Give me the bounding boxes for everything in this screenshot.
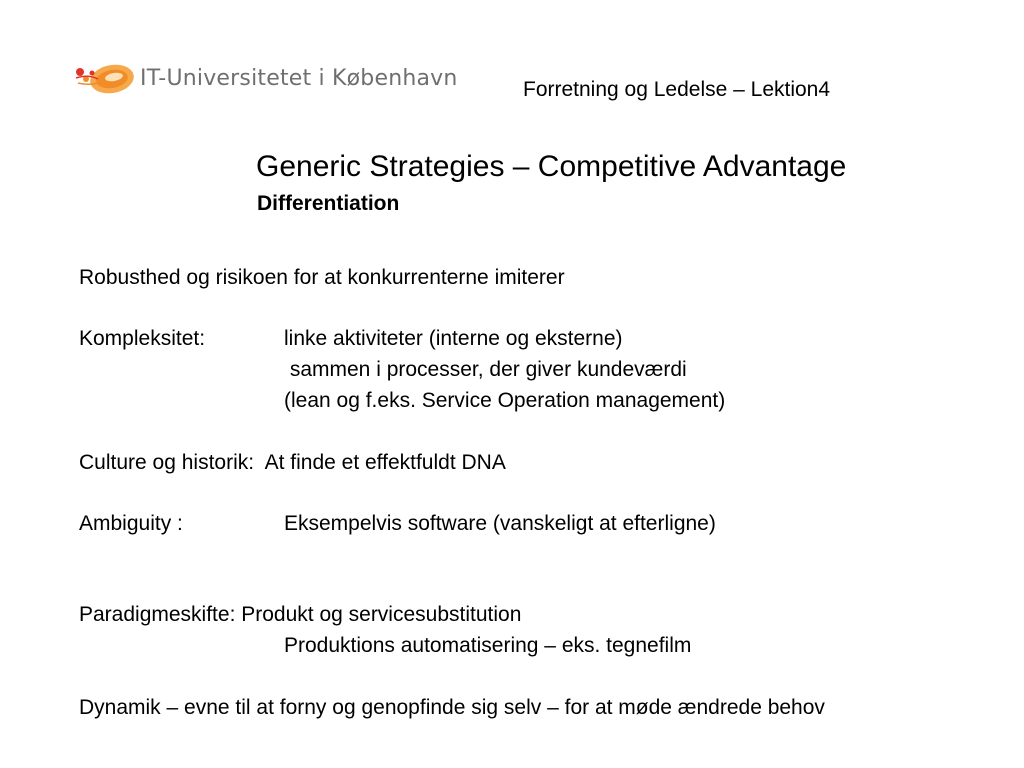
kompleksitet-line-2: sammen i processer, der giver kundeværdi	[284, 358, 687, 381]
culture-line: Culture og historik: At finde et effektfuldt DNA	[79, 451, 506, 474]
ambiguity-label: Ambiguity :	[79, 512, 183, 535]
intro-line: Robusthed og risikoen for at konkurrenterne imiterer	[79, 266, 565, 289]
slide-subtitle: Differentiation	[257, 192, 400, 215]
kompleksitet-label: Kompleksitet:	[79, 327, 206, 350]
course-label: Forretning og Ledelse – Lektion4	[523, 78, 831, 101]
kompleksitet-line-3: (lean og f.eks. Service Operation management)	[284, 389, 726, 412]
dynamik-line: Dynamik – evne til at forny og genopfinde sig selv – for at møde ændrede behov	[79, 696, 825, 719]
paradigm-line-1: Paradigmeskifte: Produkt og servicesubstitution	[79, 603, 522, 626]
slide-title: Generic Strategies – Competitive Advantage	[256, 150, 847, 183]
itu-logo-icon	[72, 52, 138, 108]
paradigm-line-2: Produktions automatisering – eks. tegnefilm	[284, 634, 692, 657]
university-logo	[72, 52, 492, 108]
kompleksitet-line-1: linke aktiviteter (interne og eksterne)	[284, 327, 623, 350]
logo-text: IT-Universitetet i København	[140, 66, 458, 91]
ambiguity-text: Eksempelvis software (vanskeligt at efterligne)	[284, 512, 716, 535]
